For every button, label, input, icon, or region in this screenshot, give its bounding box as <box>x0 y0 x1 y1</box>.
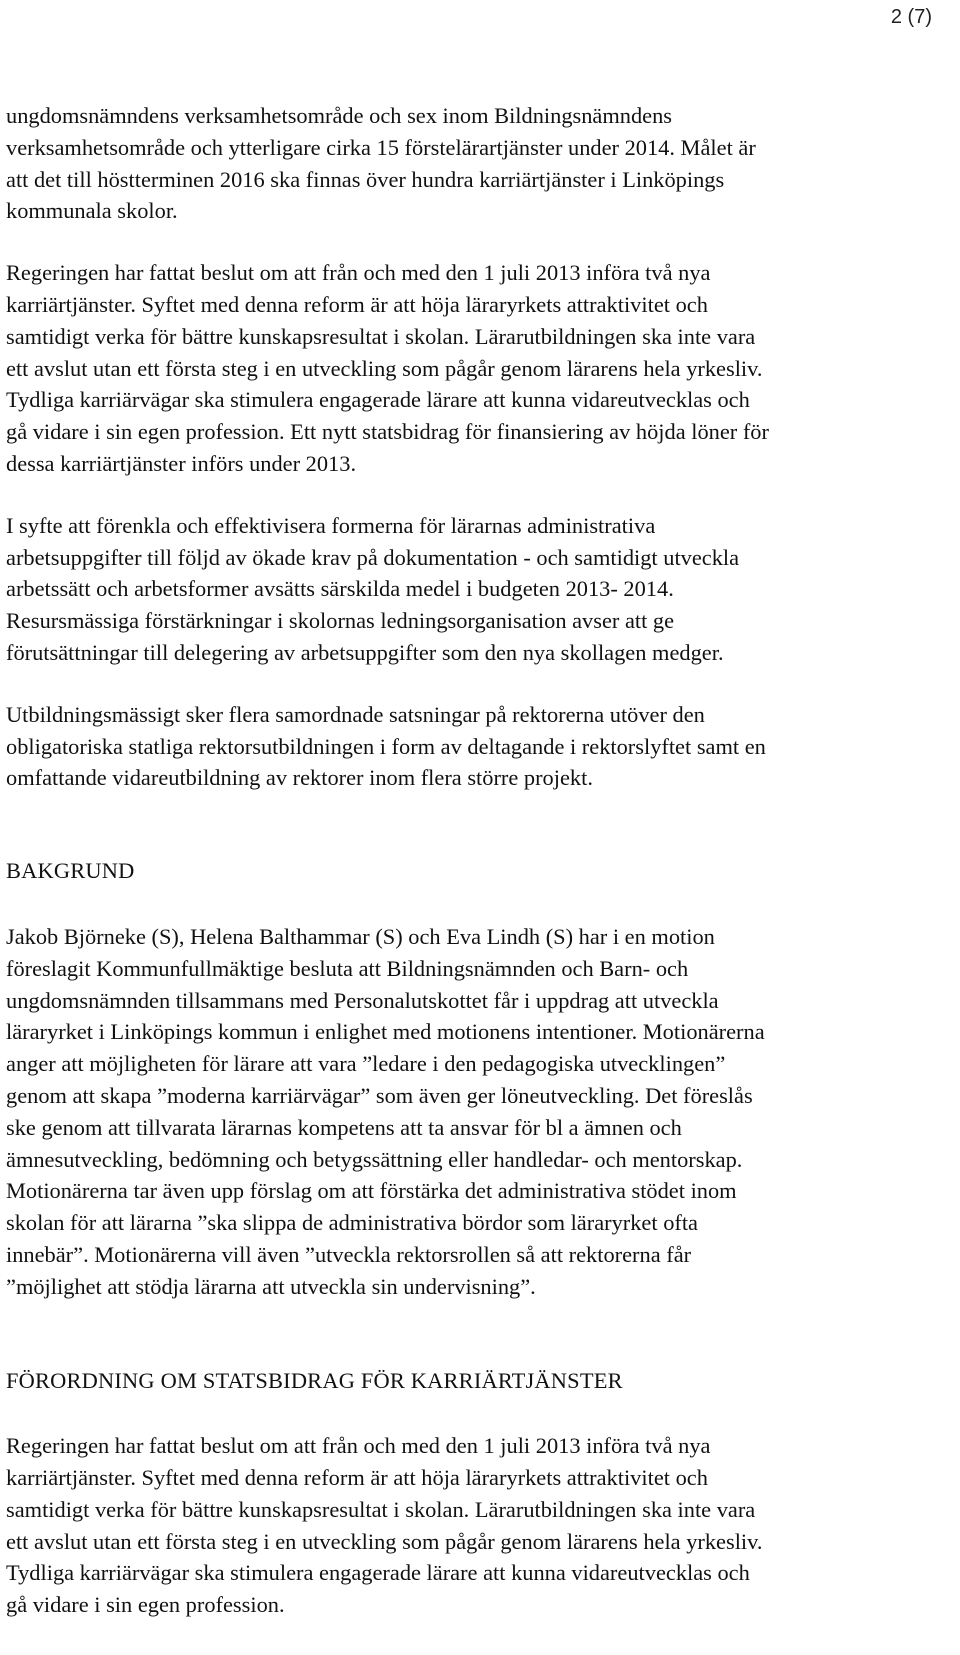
paragraph-motion: Jakob Björneke (S), Helena Balthammar (S) och Eva Lindh (S) har i en motion föreslagit Kommunfullmäktige besluta att Bildningsnämnden och Barn- och ungdomsnämnden tillsammans med Personalutskottet får i uppdrag att utveckla läraryrket i Linköpings kommun i enlighet med motionens intentioner. Motionärerna anger att möjligheten för lärare att vara ”ledare i den pedagogiska utvecklingen” genom att skapa ”moderna karriärvägar” som även ger löneutveckling. Det föreslås ske genom att tillvarata lärarnas kompetens att ta ansvar för bl a ämnen och ämnesutveckling, bedömning och betygssättning eller handledar- och mentorskap. Motionärerna tar även upp förslag om att förstärka det administrativa stödet inom skolan för att lärarna ”ska slippa de administrativa bördor som läraryrket ofta innebär”. Motionärerna vill även ”utveckla rektorsrollen så att rektorerna får ”möjlighet att stödja lärarna att utveckla sin undervisning”. <box>6 923 765 1299</box>
paragraph-forordning: Regeringen har fattat beslut om att från och med den 1 juli 2013 införa två nya karriärtjänster. Syftet med denna reform är att höja läraryrkets attraktivitet och samtidigt verka för bättre kunskapsresultat i skolan. Lärarutbildningen ska inte vara ett avslut utan ett första steg i en utveckling som pågår genom lärarens hela yrkesliv. Tydliga karriärvägar ska stimulera engagerade lärare att kunna vidareutvecklas och gå vidare i sin egen profession. <box>6 1433 763 1618</box>
section-heading-bakgrund: BAKGRUND <box>6 858 135 884</box>
page-number: 2 (7) <box>890 6 932 28</box>
document-body <box>6 100 952 1621</box>
paragraph-rektorer: Utbildningsmässigt sker flera samordnade satsningar på rektorerna utöver den obligatoriska statliga rektorsutbildningen i form av deltagande i rektorslyftet samt en omfattande vidareutbildning av rektorer inom flera större projekt. <box>6 701 766 791</box>
paragraph-regeringen-beslut: Regeringen har fattat beslut om att från och med den 1 juli 2013 införa två nya karriärtjänster. Syftet med denna reform är att höja läraryrkets attraktivitet och samtidigt verka för bättre kunskapsresultat i skolan. Lärarutbildningen ska inte vara ett avslut utan ett första steg i en utveckling som pågår genom lärarens hela yrkesliv. Tydliga karriärvägar ska stimulera engagerade lärare att kunna vidareutvecklas och gå vidare i sin egen profession. Ett nytt statsbidrag för finansiering av höjda löner för dessa karriärtjänster införs under 2013. <box>6 260 769 476</box>
section-heading-forordning: FÖRORDNING OM STATSBIDRAG FÖR KARRIÄRTJÄNSTER <box>6 1367 623 1393</box>
paragraph-administrativa-uppgifter: I syfte att förenkla och effektivisera formerna för lärarnas administrativa arbetsuppgifter till följd av ökade krav på dokumentation - och samtidigt utveckla arbetssätt och arbetsformer avsätts särskilda medel i budgeten 2013- 2014. Resursmässiga förstärkningar i skolornas ledningsorganisation avser att ge förutsättningar till delegering av arbetsuppgifter som den nya skollagen medger. <box>6 512 740 665</box>
paragraph-karriartjanster-intro: ungdomsnämndens verksamhetsområde och sex inom Bildningsnämndens verksamhetsområde och ytterligare cirka 15 förstelärartjänster under 2014. Målet är att det till höstterminen 2016 ska finnas över hundra karriärtjänster i Linköpings kommunala skolor. <box>6 103 756 224</box>
